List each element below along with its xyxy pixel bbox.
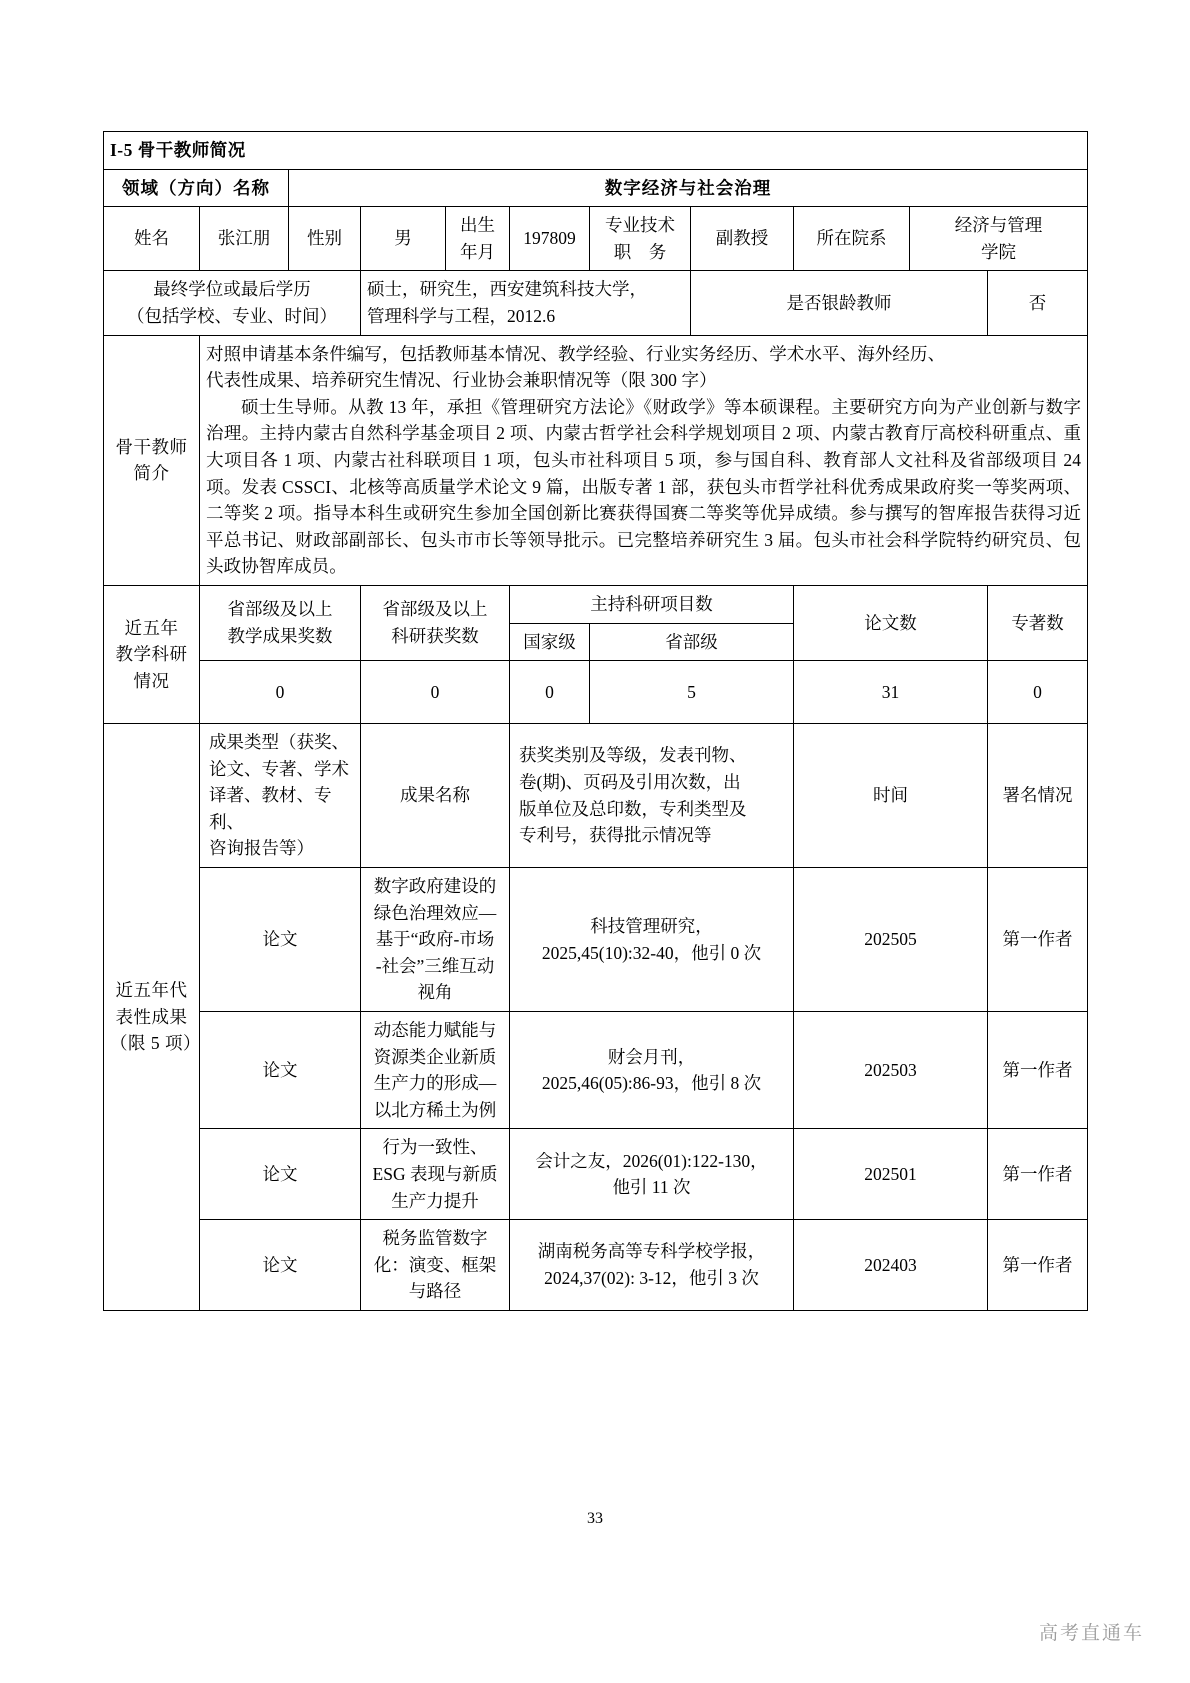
achievements-row-label-line3: （限 5 项） [110, 1033, 201, 1054]
achievement-name-line: 绿色治理效应— [373, 902, 497, 923]
gender-label: 性别 [289, 207, 361, 271]
senior-teacher-value: 否 [988, 271, 1088, 335]
achievement-type: 论文 [200, 1129, 361, 1220]
stats-header-row-1 [104, 585, 1088, 623]
achievement-detail [510, 1220, 794, 1311]
achievements-header-detail [510, 724, 794, 868]
stats-header-research-award-line2: 科研获奖数 [391, 626, 479, 646]
achievements-header-type-line3: 译著、教材、专利、 [209, 785, 332, 832]
page-number: 33 [587, 1510, 603, 1527]
stats-row-label-line3: 情况 [133, 670, 170, 691]
department-value-line1: 经济与管理 [954, 215, 1043, 236]
basic-info-row [104, 207, 1088, 271]
achievement-detail-line: 会计之友，2026(01):122-130， [535, 1150, 768, 1171]
stats-value-monographs: 0 [988, 661, 1088, 724]
achievement-type: 论文 [200, 1012, 361, 1129]
watermark: 高考直通车 [1038, 1623, 1144, 1644]
achievement-name-line: ESG 表现与新质 [372, 1164, 498, 1184]
achievements-header-name: 成果名称 [361, 724, 510, 868]
degree-row [104, 271, 1088, 335]
biography-content [200, 335, 1088, 585]
senior-teacher-label: 是否银龄教师 [691, 271, 988, 335]
birth-date-label [446, 207, 510, 271]
degree-value-line2: 管理科学与工程，2012.6 [367, 305, 556, 326]
achievements-header-type [200, 724, 361, 868]
table-row [104, 1012, 1088, 1129]
achievements-header-row [104, 724, 1088, 868]
gender-value: 男 [361, 207, 446, 271]
achievement-signature: 第一作者 [988, 1012, 1088, 1129]
birth-date-label-line1: 出生 [460, 215, 495, 236]
stats-row-label [104, 585, 200, 723]
birth-date-value: 197809 [510, 207, 590, 271]
stats-value-projects-national: 0 [510, 661, 590, 724]
field-direction-row [104, 169, 1088, 207]
biography-instruction-line2: 代表性成果、培养研究生情况、行业协会兼职情况等（限 300 字） [206, 370, 717, 391]
stats-row-label-line2: 教学科研 [115, 644, 188, 665]
stats-value-research-award: 0 [361, 661, 510, 724]
stats-row-label-line1: 近五年 [124, 617, 179, 638]
section-title-row [104, 132, 1088, 170]
professional-title-label-line1: 专业技术 [605, 215, 675, 236]
achievements-header-detail-line4: 专利号，获得批示情况等 [519, 825, 712, 846]
department-value-line2: 学院 [981, 241, 1017, 262]
achievements-header-time: 时间 [794, 724, 988, 868]
professional-title-value: 副教授 [691, 207, 794, 271]
stats-header-projects-national: 国家级 [510, 623, 590, 661]
degree-value [361, 271, 691, 335]
section-title: I-5 骨干教师简况 [104, 132, 1088, 170]
achievement-detail-line: 2025,45(10):32-40，他引 0 次 [541, 942, 762, 963]
achievements-header-type-line1: 成果类型（获奖、 [209, 732, 349, 753]
achievements-row-label-line2: 表性成果 [115, 1006, 188, 1027]
biography-row-label-line2: 简介 [133, 463, 170, 484]
achievement-signature: 第一作者 [988, 1129, 1088, 1220]
biography-body: 硕士生导师。从教 13 年，承担《管理研究方法论》《财政学》等本硕课程。主要研究方向为产业创新与数字治理。主持内蒙古自然科学基金项目 2 项、内蒙古哲学社会科学规划项目 2 项、内蒙古教育厅高校科研重点、重大项目各 1 项、内蒙古社科联项目 1 项，包头市社科项目 5 项，参与国自科、教育部人文社科及省部级项目 24 项。发表 CSSCI、北核等高质量学术论文 9 篇，出版专著 1 部，获包头市哲学社科优秀成果政府奖一等奖两项、二等奖 2 项。指导本科生或研究生参加全国创新比赛获得国赛二等奖等优异成绩。参与撰写的智库报告获得习近平总书记、财政部副部长、包头市市长等领导批示。已完整培养研究生 3 届。包头市社会科学院特约研究员、包头政协智库成员。 [206, 396, 1082, 577]
achievement-name-line: 行为一致性、 [382, 1137, 488, 1158]
achievement-name-line: 化：演变、框架 [373, 1254, 497, 1275]
stats-header-research-award-line1: 省部级及以上 [382, 599, 488, 620]
biography-row-label [104, 335, 200, 585]
achievement-name [361, 1129, 510, 1220]
department-label: 所在院系 [794, 207, 910, 271]
achievement-detail-line: 科技管理研究， [590, 915, 713, 936]
stats-header-projects-group: 主持科研项目数 [510, 585, 794, 623]
achievement-detail-line: 他引 11 次 [612, 1177, 691, 1198]
stats-header-monographs: 专著数 [988, 585, 1088, 660]
name-label: 姓名 [104, 207, 200, 271]
achievements-header-detail-line2: 卷(期)、页码及引用次数，出 [519, 771, 741, 792]
achievement-time: 202505 [794, 868, 988, 1012]
stats-header-teaching-award [200, 585, 361, 660]
achievement-detail [510, 1012, 794, 1129]
biography-instruction-line1: 对照申请基本条件编写，包括教师基本情况、教学经验、行业实务经历、学术水平、海外经历、 [206, 343, 946, 364]
stats-values-row [104, 661, 1088, 724]
achievement-detail-line: 2024,37(02): 3-12，他引 3 次 [544, 1268, 759, 1289]
birth-date-label-line2: 年月 [460, 241, 495, 262]
achievements-header-signature: 署名情况 [988, 724, 1088, 868]
faculty-profile-table [103, 131, 1088, 1311]
department-value [910, 207, 1088, 271]
field-direction-label: 领域（方向）名称 [104, 169, 289, 207]
field-direction-value: 数字经济与社会治理 [289, 169, 1088, 207]
achievement-name-line: 税务监管数字 [382, 1228, 488, 1249]
professional-title-label [590, 207, 691, 271]
achievement-signature: 第一作者 [988, 868, 1088, 1012]
achievements-header-detail-line1: 获奖类别及等级，发表刊物、 [519, 745, 747, 766]
achievement-time: 202501 [794, 1129, 988, 1220]
achievement-name-line: 生产力提升 [391, 1190, 479, 1211]
achievements-row-label [104, 724, 200, 1311]
table-row [104, 1220, 1088, 1311]
achievement-name-line: -社会”三维互动 [375, 955, 495, 976]
achievement-name-line: 以北方稀土为例 [373, 1099, 497, 1120]
professional-title-label-line2: 职 务 [613, 241, 667, 262]
achievement-detail [510, 1129, 794, 1220]
achievement-name-line: 基于“政府-市场 [375, 929, 495, 950]
stats-value-teaching-award: 0 [200, 661, 361, 724]
achievement-name-line: 视角 [417, 982, 453, 1003]
stats-header-projects-provincial: 省部级 [590, 623, 794, 661]
achievement-time: 202403 [794, 1220, 988, 1311]
biography-row-label-line1: 骨干教师 [115, 436, 188, 457]
achievements-header-type-line2: 论文、专著、学术 [209, 758, 349, 779]
achievement-name-line: 生产力的形成— [373, 1073, 497, 1094]
achievement-name [361, 868, 510, 1012]
achievements-header-type-line4: 咨询报告等） [209, 838, 314, 859]
achievement-detail-line: 湖南税务高等专科学校学报， [537, 1241, 766, 1262]
achievement-name-line: 动态能力赋能与 [373, 1020, 497, 1041]
achievement-name [361, 1220, 510, 1311]
achievement-signature: 第一作者 [988, 1220, 1088, 1311]
biography-row [104, 335, 1088, 585]
achievement-type: 论文 [200, 868, 361, 1012]
achievements-row-label-line1: 近五年代 [115, 980, 188, 1001]
table-row [104, 868, 1088, 1012]
achievement-type: 论文 [200, 1220, 361, 1311]
degree-label-line1: 最终学位或最后学历 [153, 279, 311, 300]
achievement-name-line: 数字政府建设的 [373, 876, 497, 897]
stats-header-teaching-award-line1: 省部级及以上 [227, 599, 333, 620]
degree-label [104, 271, 361, 335]
degree-value-line1: 硕士，研究生，西安建筑科技大学， [367, 279, 647, 300]
achievements-header-detail-line3: 版单位及总印数，专利类型及 [519, 798, 747, 819]
degree-label-line2: （包括学校、专业、时间） [127, 305, 337, 326]
achievement-name [361, 1012, 510, 1129]
name-value: 张江朋 [200, 207, 289, 271]
achievement-name-line: 资源类企业新质 [373, 1046, 497, 1067]
stats-header-teaching-award-line2: 教学成果奖数 [227, 626, 333, 646]
stats-value-projects-provincial: 5 [590, 661, 794, 724]
stats-header-research-award [361, 585, 510, 660]
achievement-detail-line: 财会月刊， [607, 1046, 696, 1067]
achievement-detail [510, 868, 794, 1012]
stats-header-papers: 论文数 [794, 585, 988, 660]
stats-value-papers: 31 [794, 661, 988, 724]
achievement-time: 202503 [794, 1012, 988, 1129]
achievement-detail-line: 2025,46(05):86-93，他引 8 次 [541, 1073, 762, 1094]
achievement-name-line: 与路径 [408, 1281, 462, 1302]
table-row [104, 1129, 1088, 1220]
